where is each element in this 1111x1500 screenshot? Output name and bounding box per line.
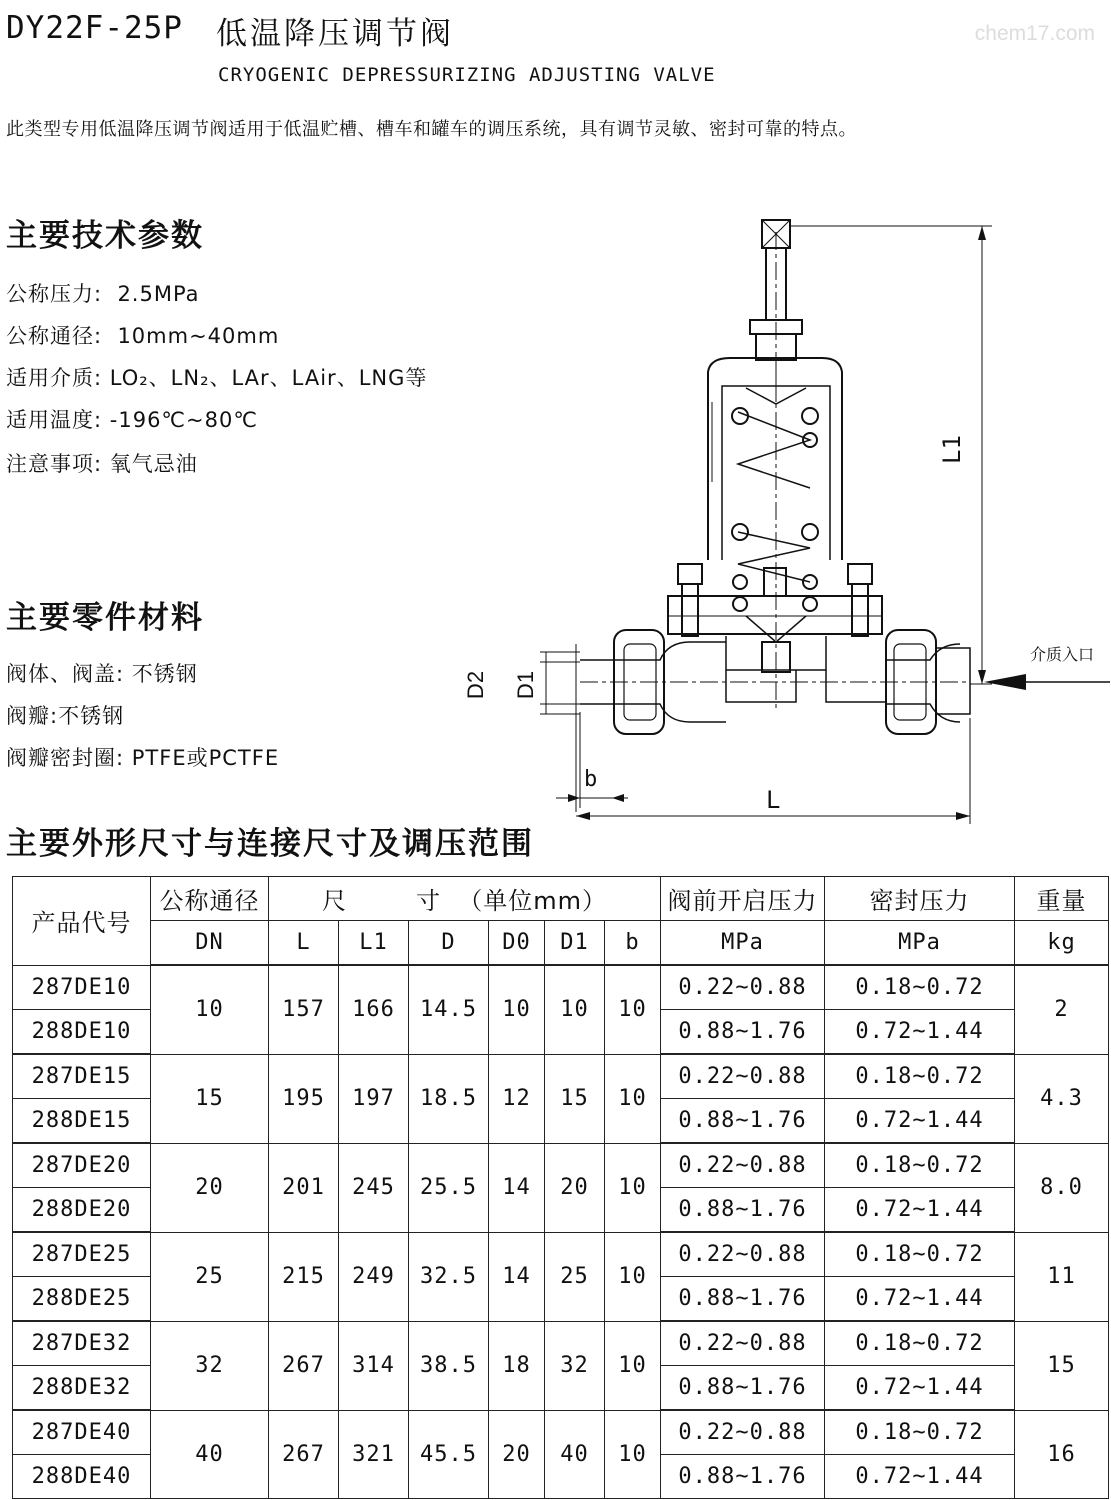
tech-param-value: 2.5MPa bbox=[117, 282, 200, 306]
cell-weight: 11 bbox=[1015, 1232, 1109, 1321]
table-row bbox=[13, 1054, 1109, 1099]
table-row bbox=[13, 1232, 1109, 1277]
cell-dn: 10 bbox=[151, 965, 269, 1054]
header-dn: DN bbox=[151, 921, 269, 966]
dimension-table bbox=[12, 876, 1109, 1499]
cell-b: 10 bbox=[605, 965, 661, 1054]
cell-seal: 0.18~0.72 bbox=[825, 1232, 1015, 1277]
cell-L: 201 bbox=[269, 1143, 339, 1232]
tech-param-value: 10mm~40mm bbox=[117, 324, 280, 348]
cell-D0: 20 bbox=[489, 1410, 545, 1499]
cell-seal: 0.72~1.44 bbox=[825, 1188, 1015, 1233]
cell-b: 10 bbox=[605, 1410, 661, 1499]
cell-dn: 20 bbox=[151, 1143, 269, 1232]
cell-seal: 0.72~1.44 bbox=[825, 1277, 1015, 1322]
cell-seal: 0.18~0.72 bbox=[825, 1321, 1015, 1366]
cell-code: 287DE10 bbox=[13, 965, 151, 1010]
cell-code: 287DE40 bbox=[13, 1410, 151, 1455]
tech-param-label: 适用介质: bbox=[6, 366, 103, 390]
header-D0: D0 bbox=[489, 921, 545, 966]
header-code: 产品代号 bbox=[13, 877, 151, 966]
cell-L1: 314 bbox=[339, 1321, 409, 1410]
header-weight: 重量 bbox=[1015, 877, 1109, 921]
header-open-unit: MPa bbox=[661, 921, 825, 966]
cell-D0: 18 bbox=[489, 1321, 545, 1410]
cell-D1: 15 bbox=[545, 1054, 605, 1143]
material-value: 不锈钢 bbox=[58, 704, 125, 728]
header-open-pressure: 阀前开启压力 bbox=[661, 877, 825, 921]
header-b: b bbox=[605, 921, 661, 966]
description: 此类型专用低温降压调节阀适用于低温贮槽、槽车和罐车的调压系统，具有调节灵敏、密封可靠的特点。 bbox=[6, 119, 857, 140]
cell-code: 288DE15 bbox=[13, 1099, 151, 1144]
dimensions-section-title: 主要外形尺寸与连接尺寸及调压范围 bbox=[6, 826, 534, 862]
material-item-1 bbox=[6, 700, 124, 730]
cell-D: 45.5 bbox=[409, 1410, 489, 1499]
cell-L: 215 bbox=[269, 1232, 339, 1321]
header-weight-unit: kg bbox=[1015, 921, 1109, 966]
title-chinese: 低温降压调节阀 bbox=[216, 16, 454, 52]
cell-D0: 10 bbox=[489, 965, 545, 1054]
cell-L1: 245 bbox=[339, 1143, 409, 1232]
material-label: 阀瓣密封圈: bbox=[6, 746, 125, 770]
cell-L: 267 bbox=[269, 1321, 339, 1410]
cell-open: 0.88~1.76 bbox=[661, 1010, 825, 1055]
material-item-2 bbox=[6, 742, 279, 772]
label-L1: L1 bbox=[938, 435, 966, 464]
cell-D1: 10 bbox=[545, 965, 605, 1054]
materials-section-title: 主要零件材料 bbox=[6, 600, 204, 636]
tech-param-1 bbox=[6, 320, 279, 350]
tech-param-0 bbox=[6, 278, 200, 308]
cell-seal: 0.18~0.72 bbox=[825, 1143, 1015, 1188]
cell-open: 0.88~1.76 bbox=[661, 1366, 825, 1411]
cell-seal: 0.18~0.72 bbox=[825, 965, 1015, 1010]
cell-L: 195 bbox=[269, 1054, 339, 1143]
tech-param-label: 公称压力: bbox=[6, 282, 103, 306]
header-L1: L1 bbox=[339, 921, 409, 966]
cell-open: 0.22~0.88 bbox=[661, 1143, 825, 1188]
material-value: 不锈钢 bbox=[131, 662, 198, 686]
cell-code: 288DE40 bbox=[13, 1455, 151, 1499]
cell-weight: 8.0 bbox=[1015, 1143, 1109, 1232]
cell-seal: 0.72~1.44 bbox=[825, 1366, 1015, 1411]
cell-D1: 40 bbox=[545, 1410, 605, 1499]
cell-dn: 32 bbox=[151, 1321, 269, 1410]
tech-param-label: 公称通径: bbox=[6, 324, 103, 348]
cell-D: 38.5 bbox=[409, 1321, 489, 1410]
cell-code: 287DE25 bbox=[13, 1232, 151, 1277]
tech-param-label: 注意事项: bbox=[6, 452, 103, 476]
cell-open: 0.88~1.76 bbox=[661, 1455, 825, 1499]
table-row bbox=[13, 1143, 1109, 1188]
material-item-0 bbox=[6, 658, 198, 688]
cell-L1: 197 bbox=[339, 1054, 409, 1143]
material-label: 阀瓣: bbox=[6, 704, 59, 728]
header-seal-unit: MPa bbox=[825, 921, 1015, 966]
cell-b: 10 bbox=[605, 1232, 661, 1321]
cell-code: 287DE32 bbox=[13, 1321, 151, 1366]
table-row bbox=[13, 965, 1109, 1010]
cell-D1: 20 bbox=[545, 1143, 605, 1232]
cell-code: 288DE32 bbox=[13, 1366, 151, 1411]
cell-open: 0.22~0.88 bbox=[661, 965, 825, 1010]
cell-open: 0.88~1.76 bbox=[661, 1277, 825, 1322]
cell-open: 0.88~1.76 bbox=[661, 1188, 825, 1233]
tech-param-label: 适用温度: bbox=[6, 408, 103, 432]
bolt-left bbox=[678, 564, 702, 584]
model-number: DY22F-25P bbox=[6, 10, 183, 46]
tech-section-title: 主要技术参数 bbox=[6, 218, 204, 254]
cell-dn: 40 bbox=[151, 1410, 269, 1499]
header-dn-cn: 公称通径 bbox=[151, 877, 269, 921]
cell-open: 0.22~0.88 bbox=[661, 1054, 825, 1099]
header-seal-pressure: 密封压力 bbox=[825, 877, 1015, 921]
cell-code: 287DE15 bbox=[13, 1054, 151, 1099]
bolt-right bbox=[848, 564, 872, 584]
cell-open: 0.22~0.88 bbox=[661, 1232, 825, 1277]
tech-param-value: 氧气忌油 bbox=[109, 452, 198, 476]
body-flange bbox=[668, 596, 882, 634]
cell-seal: 0.18~0.72 bbox=[825, 1054, 1015, 1099]
header-D: D bbox=[409, 921, 489, 966]
table-row bbox=[13, 1321, 1109, 1366]
cell-D: 14.5 bbox=[409, 965, 489, 1054]
cell-code: 288DE20 bbox=[13, 1188, 151, 1233]
cell-D0: 12 bbox=[489, 1054, 545, 1143]
cell-L: 157 bbox=[269, 965, 339, 1054]
tech-param-value: -196℃~80℃ bbox=[109, 408, 258, 432]
label-b: b bbox=[584, 767, 598, 792]
cell-L1: 249 bbox=[339, 1232, 409, 1321]
cell-code: 287DE20 bbox=[13, 1143, 151, 1188]
watermark: chem17.com bbox=[974, 22, 1095, 45]
cell-D0: 14 bbox=[489, 1143, 545, 1232]
label-inlet: 介质入口 bbox=[1030, 645, 1095, 664]
cell-seal: 0.72~1.44 bbox=[825, 1099, 1015, 1144]
cell-D1: 32 bbox=[545, 1321, 605, 1410]
cell-D1: 25 bbox=[545, 1232, 605, 1321]
label-D2: D2 bbox=[463, 670, 489, 700]
material-label: 阀体、阀盖: bbox=[6, 662, 125, 686]
cell-open: 0.88~1.76 bbox=[661, 1099, 825, 1144]
cell-weight: 2 bbox=[1015, 965, 1109, 1054]
spring-lower bbox=[738, 532, 810, 582]
cell-b: 10 bbox=[605, 1143, 661, 1232]
tech-param-3 bbox=[6, 404, 258, 434]
cell-L1: 321 bbox=[339, 1410, 409, 1499]
cell-D: 32.5 bbox=[409, 1232, 489, 1321]
header-D1: D1 bbox=[545, 921, 605, 966]
cell-D: 25.5 bbox=[409, 1143, 489, 1232]
valve-drawing bbox=[540, 212, 1110, 832]
bonnet-outline bbox=[708, 358, 842, 560]
cell-open: 0.22~0.88 bbox=[661, 1410, 825, 1455]
title-english: CRYOGENIC DEPRESSURIZING ADJUSTING VALVE bbox=[218, 64, 716, 86]
table-row bbox=[13, 1410, 1109, 1455]
label-L: L bbox=[766, 786, 781, 814]
header-size: 尺 寸 （单位mm） bbox=[269, 877, 661, 921]
cell-b: 10 bbox=[605, 1054, 661, 1143]
cell-D: 18.5 bbox=[409, 1054, 489, 1143]
cell-weight: 4.3 bbox=[1015, 1054, 1109, 1143]
cell-code: 288DE25 bbox=[13, 1277, 151, 1322]
header-L: L bbox=[269, 921, 339, 966]
label-D1: D1 bbox=[513, 670, 539, 700]
tech-param-2 bbox=[6, 362, 427, 392]
cell-b: 10 bbox=[605, 1321, 661, 1410]
cell-D0: 14 bbox=[489, 1232, 545, 1321]
cell-open: 0.22~0.88 bbox=[661, 1321, 825, 1366]
tech-param-4 bbox=[6, 448, 198, 478]
cell-dn: 25 bbox=[151, 1232, 269, 1321]
cell-L1: 166 bbox=[339, 965, 409, 1054]
cell-seal: 0.72~1.44 bbox=[825, 1455, 1015, 1499]
cell-L: 267 bbox=[269, 1410, 339, 1499]
cell-weight: 15 bbox=[1015, 1321, 1109, 1410]
tech-param-value: LO₂、LN₂、LAr、LAir、LNG等 bbox=[109, 366, 428, 390]
cell-dn: 15 bbox=[151, 1054, 269, 1143]
cell-seal: 0.72~1.44 bbox=[825, 1010, 1015, 1055]
cell-seal: 0.18~0.72 bbox=[825, 1410, 1015, 1455]
material-value: PTFE或PCTFE bbox=[131, 746, 280, 770]
cell-weight: 16 bbox=[1015, 1410, 1109, 1499]
cell-code: 288DE10 bbox=[13, 1010, 151, 1055]
spring-upper bbox=[738, 412, 810, 488]
